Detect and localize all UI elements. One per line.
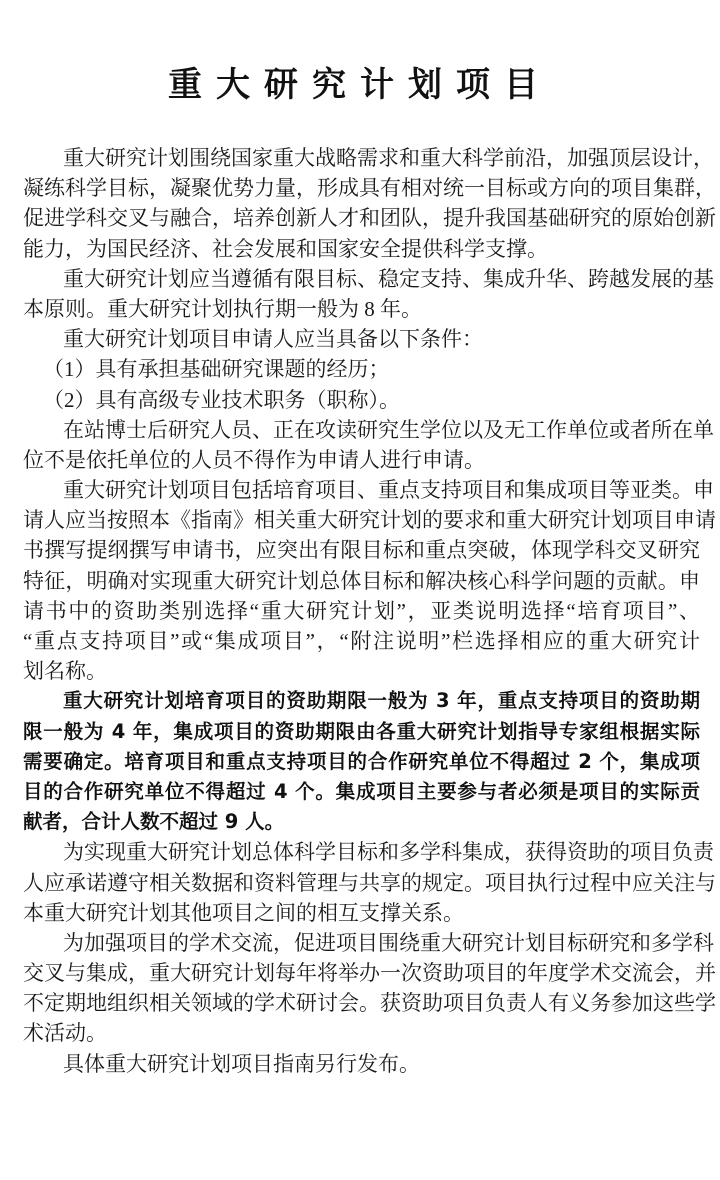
text-line: 促进学科交叉与融合，培养创新人才和团队，提升我国基础研究的原始创新 bbox=[23, 206, 716, 231]
text-line: 位不是依托单位的人员不得作为申请人进行申请。 bbox=[23, 447, 485, 472]
text-line: 重大研究计划应当遵循有限目标、稳定支持、集成升华、跨越发展的基 bbox=[63, 266, 714, 291]
condition-item-1 bbox=[23, 354, 703, 384]
text-line: 限一般为 4 年，集成项目的资助期限由各重大研究计划指导专家组根据实际 bbox=[23, 719, 700, 743]
text-line: 交叉与集成，重大研究计划每年将举办一次资助项目的年度学术交流会，并 bbox=[23, 961, 716, 986]
text-line: 为实现重大研究计划总体科学目标和多学科集成，获得资助的项目负责 bbox=[63, 840, 714, 865]
paragraph-guide-release bbox=[23, 1049, 703, 1079]
paragraph-overview bbox=[23, 143, 716, 264]
paragraph-project-types bbox=[23, 475, 716, 686]
paragraph-data-sharing bbox=[23, 837, 716, 928]
page-title: 重大研究计划项目 bbox=[168, 65, 552, 105]
text-line: 需要确定。培育项目和重点支持项目的合作研究单位不得超过 2 个，集成项 bbox=[23, 749, 700, 773]
text-line: 献者，合计人数不超过 9 人。 bbox=[23, 810, 285, 834]
text-line: 特征，明确对实现重大研究计划总体目标和解决核心科学问题的贡献。申 bbox=[23, 568, 700, 593]
text-line: 请书中的资助类别选择“重大研究计划”，亚类说明选择“培育项目”、 bbox=[23, 598, 700, 623]
text-line: 重大研究计划项目申请人应当具备以下条件： bbox=[63, 327, 483, 352]
text-line: 能力，为国民经济、社会发展和国家安全提供科学支撑。 bbox=[23, 236, 548, 261]
text-line: 不定期地组织相关领域的学术研讨会。获资助项目负责人有义务参加这些学 bbox=[23, 991, 716, 1016]
condition-item-2 bbox=[23, 385, 703, 415]
document-body bbox=[23, 143, 716, 1079]
text-line: 请人应当按照本《指南》相关重大研究计划的要求和重大研究计划项目申请 bbox=[23, 508, 716, 533]
paragraph-principles bbox=[23, 264, 714, 324]
text-line: 重大研究计划围绕国家重大战略需求和重大科学前沿，加强顶层设计， bbox=[63, 146, 714, 170]
text-line: 本原则。重大研究计划执行期一般为 8 年。 bbox=[23, 296, 422, 321]
paragraph-academic-exchange bbox=[23, 928, 716, 1049]
paragraph-ineligible bbox=[23, 415, 714, 475]
text-line: 在站博士后研究人员、正在攻读研究生学位以及无工作单位或者所在单 bbox=[63, 417, 714, 442]
text-line: （2）具有高级专业技术职务（职称）。 bbox=[43, 387, 400, 412]
paragraph-funding-period bbox=[23, 686, 703, 837]
text-line: 书撰写提纲撰写申请书，应突出有限目标和重点突破，体现学科交叉研究 bbox=[23, 538, 700, 563]
text-line: 重大研究计划培育项目的资助期限一般为 3 年，重点支持项目的资助期 bbox=[63, 689, 700, 713]
text-line: 目的合作研究单位不得超过 4 个。集成项目主要参与者必须是项目的实际贡 bbox=[23, 779, 700, 803]
text-line: 凝练科学目标，凝聚优势力量，形成具有相对统一目标或方向的项目集群， bbox=[23, 176, 716, 201]
text-line: 为加强项目的学术交流，促进项目围绕重大研究计划目标研究和多学科 bbox=[63, 930, 714, 955]
text-line: 具体重大研究计划项目指南另行发布。 bbox=[63, 1051, 420, 1076]
text-line: “重点支持项目”或“集成项目”，“附注说明”栏选择相应的重大研究计 bbox=[23, 629, 700, 653]
text-line: 术活动。 bbox=[23, 1021, 107, 1046]
text-line: 重大研究计划项目包括培育项目、重点支持项目和集成项目等亚类。申 bbox=[63, 478, 714, 503]
text-line: 划名称。 bbox=[23, 659, 107, 684]
paragraph-applicant-conditions bbox=[23, 324, 703, 354]
text-line: （1）具有承担基础研究课题的经历； bbox=[43, 357, 390, 382]
text-line: 本重大研究计划其他项目之间的相互支撑关系。 bbox=[23, 900, 464, 925]
text-line: 人应承诺遵守相关数据和资料管理与共享的规定。项目执行过程中应关注与 bbox=[23, 870, 716, 895]
